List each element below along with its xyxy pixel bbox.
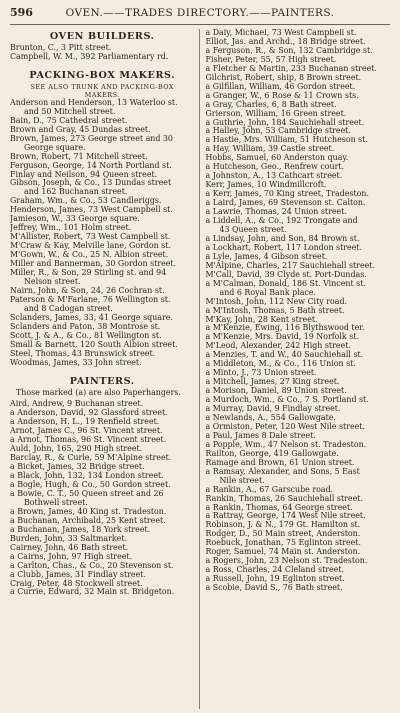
directory-entry-continuation: and 8 Cadogan street.	[24, 303, 113, 313]
directory-entry: a Carlton, Chas., & Co., 20 Stevenson st.	[10, 560, 174, 570]
directory-entry: a Gilfillan, William, 46 Gordon street.	[205, 81, 356, 91]
left-column	[10, 29, 200, 709]
directory-entry: Nairn, John, & Son, 24, 26 Cochran st.	[10, 285, 165, 295]
directory-entry: Railton, George, 419 Gallowgate.	[205, 448, 339, 458]
directory-entry: Craig, Peter, 48 Stockwell street.	[10, 578, 143, 588]
directory-entry: Ramage and Brown, 61 Union street.	[205, 457, 355, 467]
directory-entry: a Popple, Wm., 47 Nelson st. Tradeston.	[205, 439, 367, 449]
directory-entry: a Daly, Michael, 73 West Campbell st.	[205, 29, 357, 37]
directory-entry-continuation: and 162 Buchanan street.	[24, 187, 128, 197]
directory-entry: Roger, Samuel, 74 Main st. Anderston.	[205, 547, 361, 557]
right-column	[200, 29, 391, 709]
directory-entry: a Anderson, David, 92 Glassford street.	[10, 408, 168, 418]
directory-entry: a Ramsay, Alexander, and Sons, 5 East	[205, 466, 360, 476]
directory-entry: Bain, D., 75 Cathedral street.	[10, 115, 128, 125]
directory-entry: a Morison, Daniel, 89 Union street.	[205, 386, 347, 396]
directory-entry: Gilchrist, Robert, ship, 8 Brown street.	[205, 72, 362, 82]
section-heading-packing-box-makers: PACKING-BOX MAKERS.	[29, 69, 176, 81]
directory-entry: a Cairns, John, 97 High street.	[10, 551, 133, 561]
directory-entry: a Lawrie, Thomas, 24 Union street.	[205, 207, 347, 217]
directory-entry: Kerr, James, 10 Windmillcroft.	[205, 180, 327, 190]
directory-entry: a Gray, Charles, 6, 8 Bath street.	[205, 99, 337, 109]
directory-entry-continuation: and 50 Mitchell street.	[24, 106, 116, 116]
directory-entry: Barclay, R., & Curle, 59 M'Alpine street.	[10, 453, 172, 463]
directory-entry: M'Kay, John, 28 Kent street.	[205, 314, 318, 324]
directory-entry: a Hastie, Mrs. William, 51 Hutcheson st.	[205, 135, 368, 145]
directory-entry: a Brown, James, 40 King st. Tradeston.	[10, 506, 167, 516]
directory-entry: Jeffrey, Wm., 101 Holm street.	[10, 223, 132, 233]
oven-builders-list	[10, 44, 195, 62]
directory-entry: M'Craw & Kay, Melville lane, Gordon st.	[10, 241, 172, 251]
directory-entry-continuation: George square.	[24, 142, 86, 152]
directory-entry: a Laird, James, 69 Stevenson st. Calton.	[205, 198, 366, 208]
directory-entry: Ferguson, George, 14 North Portland st.	[10, 160, 172, 170]
directory-entry: Finlay and Neilson, 94 Queen street.	[10, 169, 158, 179]
directory-entry: Rankin, Thomas, 26 Sauchiehall street.	[205, 493, 363, 503]
directory-entry: M'Intosh, John, 112 New City road.	[205, 296, 347, 306]
directory-entry: Roebuck, Jonathan, 75 Eglinton street.	[205, 538, 361, 548]
section-gap	[10, 368, 195, 374]
directory-entry: a Lockhart, Robert, 117 London street.	[205, 242, 363, 252]
directory-entry: M'Alpine, Charles, 217 Sauchiehall street.	[205, 260, 375, 270]
directory-entry: Gibson, Joseph, & Co., 13 Dundas street	[10, 178, 172, 188]
directory-entry: a M'Kenzie, Ewing, 116 Blythswood ter.	[205, 323, 365, 333]
directory-entry: a Russell, John, 19 Eglinton street.	[205, 574, 345, 584]
directory-entry: Campbell, W. M., 392 Parliamentary rd.	[10, 51, 169, 61]
directory-entry: a Scobie, David S., 76 Bath street.	[205, 583, 343, 593]
directory-entry: a Guthrie, John, 184 Sauchiehall street.	[205, 117, 365, 127]
directory-entry: Rodger, D., 50 Main street, Anderston.	[205, 529, 361, 539]
directory-entry: a Fletcher & Martin, 233 Buchanan street.	[205, 63, 377, 73]
directory-entry: a Bogle, Hugh, & Co., 50 Gordon street.	[10, 480, 171, 490]
directory-entry: a Halley, John, 53 Cambridge street.	[205, 126, 351, 136]
section-heading-oven-builders: OVEN BUILDERS.	[49, 31, 155, 42]
directory-entry-continuation: Nelson street.	[24, 276, 81, 286]
directory-entry: Brown, Robert, 71 Mitchell street.	[10, 151, 148, 161]
directory-entry: a Rankin, Thomas, 64 George street.	[205, 502, 353, 512]
directory-entry: a Currie, Edward, 32 Main st. Bridgeton.	[10, 587, 175, 597]
directory-entry: Graham, Wm., & Co., 53 Candleriggs.	[10, 196, 162, 206]
painters-list-right	[206, 29, 391, 593]
directory-entry: a Granger, W., 6 Rose & 11 Crown sts.	[205, 90, 359, 100]
directory-entry: a Ormiston, Peter, 120 West Nile street.	[205, 421, 365, 431]
directory-entry-continuation: Bothwell street.	[24, 497, 88, 507]
directory-entry-continuation: and 6 Royal Bank place.	[219, 287, 317, 297]
directory-entry: a Ross, Charles, 24 Cleland street.	[205, 565, 345, 575]
directory-entry: a Newlands, A., 554 Gallowgate.	[205, 412, 336, 422]
directory-entry: Burden, John, 33 Saltmarket.	[10, 533, 128, 543]
directory-entry: M'Leod, Alexander, 242 High street.	[205, 341, 351, 351]
directory-entry: Brown and Gray, 45 Dundas street.	[10, 124, 151, 134]
cross-reference-note-continued: MAKERS.	[84, 90, 120, 99]
directory-entry: Miller, R., & Son, 29 Stirling st. and 94	[10, 268, 167, 278]
cross-reference-note: SEE ALSO TRUNK AND PACKING-BOX	[30, 82, 174, 91]
directory-entry: Steel, Thomas, 43 Brunswick street.	[10, 348, 156, 358]
directory-entry: Scott, J. & A., & Co., 81 Wellington st.	[10, 330, 162, 340]
directory-entry: Hobbs, Samuel, 60 Anderston quay.	[205, 153, 349, 163]
directory-entry: M'Gown, W., & Co., 25 N. Albion street.	[10, 250, 169, 260]
directory-entry: a Black, John, 132, 134 London street.	[10, 471, 164, 481]
directory-entry: a Minto, J., 73 Union street.	[205, 368, 317, 378]
directory-entry: a Rattray, George, 174 West Nile street.	[205, 511, 366, 521]
directory-entry: a Murdoch, Wm., & Co., 7 S. Portland st.	[205, 395, 369, 405]
directory-entry: a Lyle, James, 4 Gibson street.	[205, 251, 328, 261]
painters-list-left	[10, 400, 195, 597]
directory-entry: a Mitchell, James, 27 King street.	[205, 377, 340, 387]
directory-entry: M'Allister, Robert, 73 West Campbell st.	[10, 232, 171, 242]
section-heading-painters: PAINTERS.	[69, 375, 135, 387]
directory-entry-continuation: Nile street.	[219, 475, 265, 485]
directory-entry: Fisher, Peter, 55, 57 High street.	[205, 54, 337, 64]
directory-entry: a Murray, David, 9 Findlay street.	[205, 404, 341, 414]
directory-entry: Cairney, John, 46 Bath street.	[10, 542, 129, 552]
directory-entry: Woodmas, James, 33 John street.	[10, 357, 142, 367]
directory-entry: Sclanders, James, 33, 41 George square.	[10, 312, 173, 322]
directory-entry-continuation: 43 Queen street.	[219, 224, 287, 234]
directory-entry: a Kerr, James, 70 King street, Tradeston.	[205, 189, 369, 199]
directory-entry: Miller and Bannerman, 30 Gordon street.	[10, 259, 177, 269]
directory-entry: Anderson and Henderson, 13 Waterloo st.	[10, 97, 178, 107]
directory-entry: a M'Intosh, Thomas, 5 Bath street.	[205, 305, 345, 315]
directory-entry: a Bowie, C. T., 50 Queen street and 26	[10, 488, 164, 498]
directory-entry: Robinson, J. & N., 179 Gt. Hamilton st.	[205, 520, 361, 530]
directory-entry: a Hay, William, 39 Castle street.	[205, 144, 335, 154]
directory-entry: Sclanders and Paton, 38 Montrose st.	[10, 321, 161, 331]
directory-entry: a Buchanan, James, 18 York street.	[10, 524, 151, 534]
directory-entry: a Rankin, A., 67 Garscube road.	[205, 484, 334, 494]
directory-entry: Brunton, C., 3 Pitt street.	[10, 43, 112, 52]
directory-entry: a Hutcheson, Geo., Renfrew court.	[205, 162, 345, 172]
directory-entry: Auld, John, 165, 290 High street.	[10, 444, 143, 454]
page-number: 596	[10, 6, 33, 19]
directory-entry: a Menzies, T. and W., 40 Sauchiehall st.	[205, 350, 364, 360]
directory-entry: a Lindsay, John, and Son, 84 Brown st.	[205, 233, 360, 243]
two-column-body	[10, 29, 390, 709]
directory-entry: a Liddell, A., & Co., 192 Trongate and	[205, 216, 358, 226]
paperhangers-note: Those marked (a) are also Paperhangers.	[16, 387, 181, 397]
directory-entry: a Anderson, H. L., 19 Renfield street.	[10, 417, 160, 427]
directory-entry: a Rogers, John, 23 Nelson st. Tradeston.	[205, 556, 368, 566]
section-gap	[10, 62, 195, 68]
directory-entry: a Johnston, A., 13 Cathcart street.	[205, 171, 343, 181]
directory-entry: a Paul, James 8 Dale street.	[205, 430, 316, 440]
running-title: OVEN.——TRADES DIRECTORY.——PAINTERS.	[65, 7, 335, 19]
directory-entry: a Bicket, James, 32 Bridge street.	[10, 462, 145, 472]
directory-entry: Brown, James, 273 George street and 30	[10, 133, 173, 143]
page-header	[10, 6, 390, 25]
directory-entry: a M'Calman, Donald, 186 St. Vincent st.	[205, 278, 366, 288]
packing-box-makers-list	[10, 99, 195, 368]
directory-entry: a Arnot, Thomas, 96 St. Vincent street.	[10, 435, 167, 445]
directory-entry: a Ferguson, R., & Son, 132 Cambridge st.	[205, 45, 373, 55]
directory-entry: Grierson, William, 16 Green street.	[205, 108, 347, 118]
directory-entry: Small & Barnett, 120 South Albion street.	[10, 339, 178, 349]
directory-entry: M'Call, David, 39 Clyde st. Port-Dundas.	[205, 269, 367, 279]
directory-entry: Elliot, Jas. and Archd., 18 Bridge street.	[205, 36, 366, 46]
directory-entry: Aird, Andrew, 9 Buchanan street.	[10, 399, 144, 409]
directory-entry: a M'Kenzie, Mrs. David, 19 Norfolk st.	[205, 332, 359, 342]
directory-entry: Arnot, James C., 96 St. Vincent street.	[10, 426, 163, 436]
directory-entry: Jamieson, W., 33 George square.	[10, 214, 140, 224]
directory-entry: a Middleton, M., & Co., 116 Union st.	[205, 359, 356, 369]
directory-entry: Henderson, James, 73 West Campbell st.	[10, 205, 173, 215]
directory-entry: a Buchanan, Archibald, 25 Kent street.	[10, 515, 166, 525]
directory-entry: a Clubb, James, 31 Findlay street.	[10, 569, 146, 579]
directory-entry: Paterson & M'Farlane, 76 Wellington st.	[10, 294, 171, 304]
